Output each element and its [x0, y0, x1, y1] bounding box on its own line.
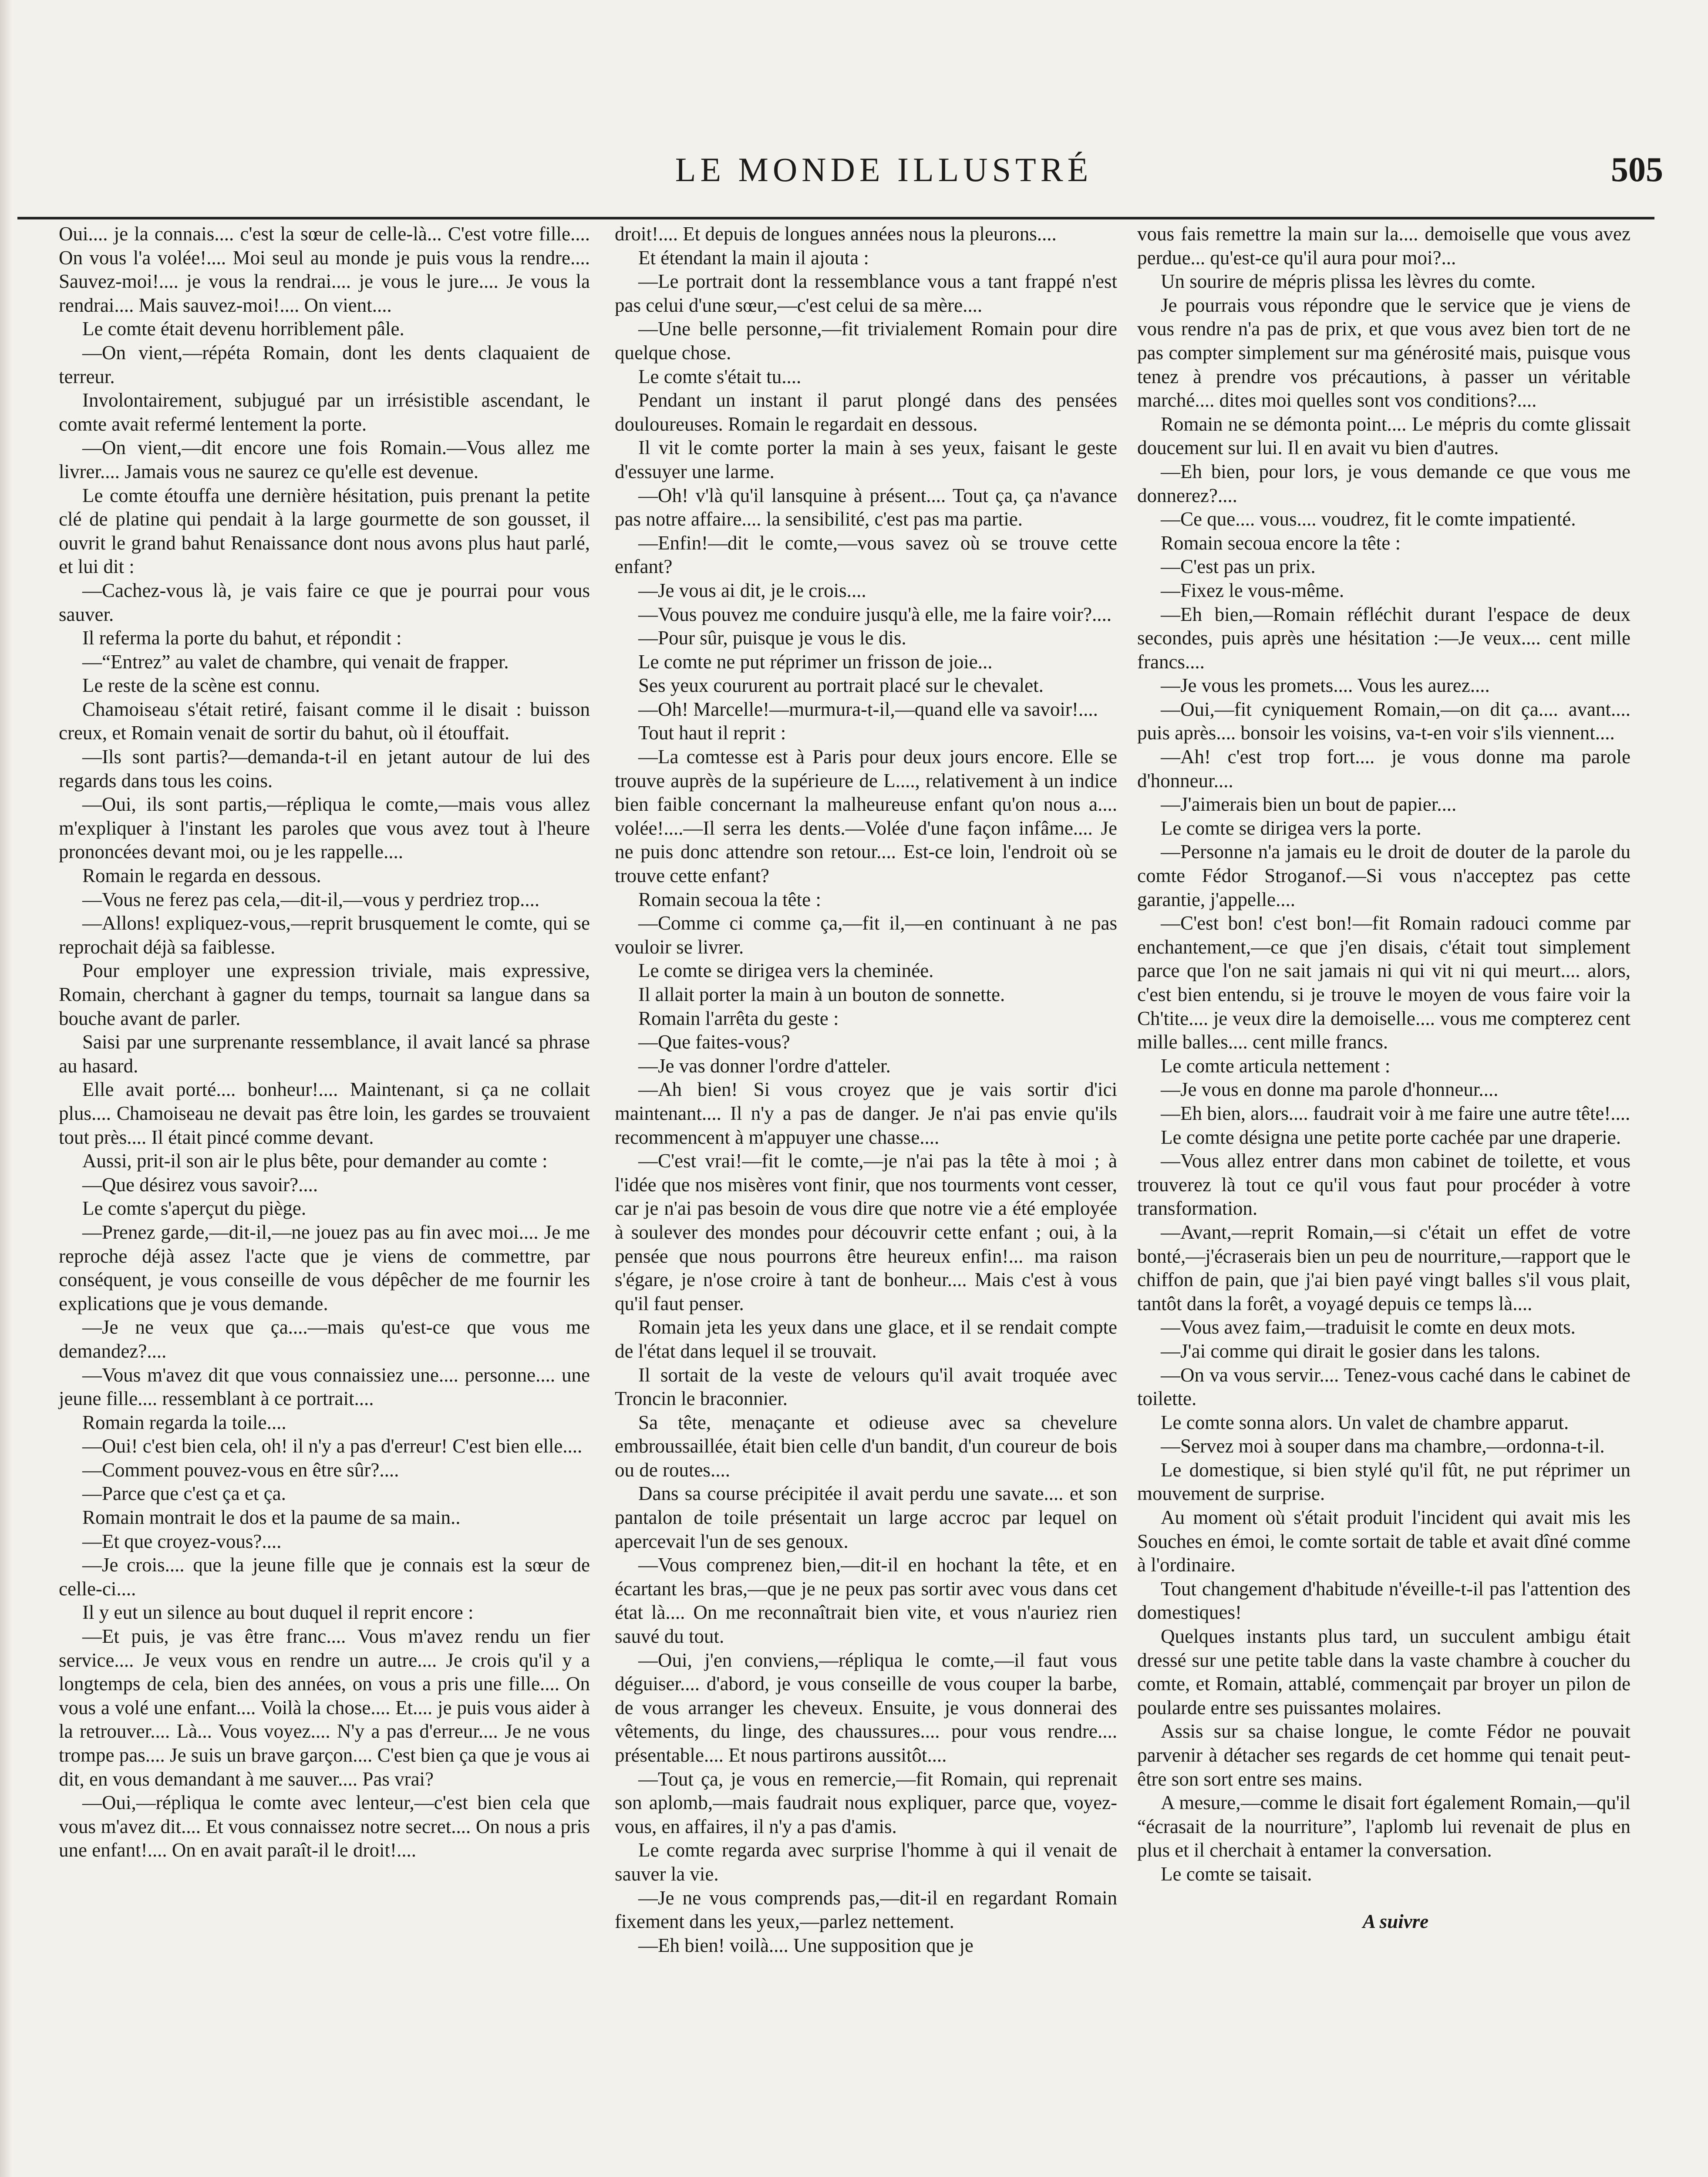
paragraph: Le comte étouffa une dernière hésitation, puis prenant la petite clé de platine qui pendait à la large gourmette de son gousset, il ouvrit le grand bahut Renaissance dont nous avons plus haut parlé, et lui dit :	[59, 484, 590, 578]
paragraph: —Eh bien, pour lors, je vous demande ce que vous me donnerez?....	[1137, 460, 1631, 506]
a-suivre-signoff: A suivre	[1362, 1910, 1429, 1932]
paragraph: —C'est vrai!—fit le comte,—je n'ai pas la tête à moi ; à l'idée que nos misères vont finir, que nos tourments vont cesser, car je n'ai pas besoin de vous dire que notre vie a été employée à soulever des mondes pour découvrir cette enfant ; oui, à la pensée que nous pourrons être heureux enfin!... ma raison s'égare, je n'ose croire à tant de bonheur.... Mais c'est à vous qu'il faut penser.	[615, 1150, 1117, 1314]
paragraph: Un sourire de mépris plissa les lèvres du comte.	[1161, 270, 1536, 293]
paragraph: Je pourrais vous répondre que le service que je viens de vous rendre n'a pas de prix, et que vous avez bien tort de ne pas compter simplement sur ma générosité mais, puisque vous tenez à prendre vos précautions, à passer un véritable marché.... dites moi quelles sont vos conditions?....	[1137, 294, 1631, 411]
paragraph: —On vient,—répéta Romain, dont les dents claquaient de terreur.	[59, 341, 590, 388]
paragraph: Quelques instants plus tard, un succulent ambigu était dressé sur une petite table dans la vaste chambre à coucher du comte, et Romain, attablé, commençait par broyer un pilon de poularde entre ses puissantes molaires.	[1137, 1625, 1631, 1719]
paragraph: Romain montrait le dos et la paume de sa main..	[82, 1506, 461, 1529]
page-header-title: LE MONDE ILLUSTRÉ	[675, 151, 1093, 189]
paragraph: Dans sa course précipitée il avait perdu une savate.... et son pantalon de toile présentait un large accroc par lequel on apercevait l'un de ses genoux.	[615, 1483, 1117, 1552]
paragraph: droit!.... Et depuis de longues années nous la pleurons....	[615, 223, 1057, 245]
paragraph: Le comte s'aperçut du piège.	[82, 1197, 307, 1220]
paragraph: Le comte sonna alors. Un valet de chambre apparut.	[1161, 1411, 1569, 1433]
paragraph: —J'aimerais bien un bout de papier....	[1161, 793, 1457, 816]
paragraph: Il vit le comte porter la main à ses yeux, faisant le geste d'essuyer une larme.	[615, 437, 1117, 482]
paragraph: Le comte se dirigea vers la porte.	[1161, 817, 1422, 839]
paragraph: —Fixez le vous-même.	[1161, 579, 1344, 601]
paragraph: —Ah bien! Si vous croyez que je vais sortir d'ici maintenant.... Il n'y a pas de danger. Je n'ai pas envie qu'ils recommencent à m'appuyer une chasse....	[615, 1078, 1117, 1148]
paragraph: Il sortait de la veste de velours qu'il avait troquée avec Troncin le braconnier.	[615, 1364, 1117, 1410]
paragraph: Oui.... je la connais.... c'est la sœur de celle-là... C'est votre fille.... On vous l'a volée!.... Moi seul au monde je puis vous la rendre.... Sauvez-moi!.... je vous la rendrai.... je vous le jure.... Je vous la rendrai.... Mais sauvez-moi!.... On vient....	[59, 223, 590, 316]
paragraph: —Pour sûr, puisque je vous le dis.	[638, 627, 906, 649]
paragraph: —Que désirez vous savoir?....	[82, 1173, 318, 1196]
paragraph: —Oh! v'là qu'il lansquine à présent.... Tout ça, ça n'avance pas notre affaire.... la sensibilité, c'est pas ma partie.	[615, 484, 1117, 530]
page-number: 505	[1611, 151, 1663, 189]
paragraph: —Oh! Marcelle!—murmura-t-il,—quand elle va savoir!....	[638, 698, 1098, 720]
paragraph: —Eh bien! voilà.... Une supposition que je	[638, 1934, 974, 1956]
paragraph: Le comte ne put réprimer un frisson de joie...	[638, 650, 993, 673]
paragraph: Romain secoua encore la tête :	[1161, 532, 1401, 554]
paragraph: Le comte articula nettement :	[1161, 1055, 1391, 1077]
paragraph: —Je vous en donne ma parole d'honneur....	[1161, 1078, 1499, 1101]
paragraph: —Parce que c'est ça et ça.	[82, 1483, 286, 1505]
paragraph: Elle avait porté.... bonheur!.... Maintenant, si ça ne collait plus.... Chamoiseau ne devait pas être loin, les gardes se trouvaient tout près.... Il était pincé comme devant.	[59, 1078, 590, 1148]
paragraph: Tout haut il reprit :	[638, 722, 786, 744]
paragraph: —Vous ne ferez pas cela,—dit-il,—vous y perdriez trop....	[82, 888, 540, 910]
paragraph: —Je vas donner l'ordre d'atteler.	[638, 1055, 891, 1077]
paragraph: —Eh bien, alors.... faudrait voir à me faire une autre tête!....	[1161, 1102, 1631, 1124]
paragraph: —Vous allez entrer dans mon cabinet de toilette, et vous trouverez là tout ce qu'il vous faut pour procéder à votre transformation.	[1137, 1150, 1631, 1220]
text-column-2	[615, 222, 1117, 1957]
paragraph: Pendant un instant il parut plongé dans des pensées douloureuses. Romain le regardait en dessous.	[615, 389, 1117, 435]
paragraph: —Comme ci comme ça,—fit il,—en continuant à ne pas vouloir se livrer.	[615, 912, 1117, 958]
paragraph: —Tout ça, je vous en remercie,—fit Romain, qui reprenait son aplomb,—mais faudrait nous expliquer, parce que, voyez-vous, en affaires, il n'y a pas d'amis.	[615, 1768, 1117, 1837]
paragraph: Romain l'arrêta du geste :	[638, 1007, 839, 1029]
paragraph: —C'est pas un prix.	[1161, 556, 1316, 578]
paragraph: Le comte était devenu horriblement pâle.	[82, 318, 404, 340]
paragraph: —Oui, ils sont partis,—répliqua le comte,—mais vous allez m'expliquer à l'instant les paroles que vous avez tout à l'heure prononcées devant moi, ou je les rappelle....	[59, 793, 590, 863]
paragraph: Il referma la porte du bahut, et répondit :	[82, 627, 402, 649]
paragraph: —Avant,—reprit Romain,—si c'était un effet de votre bonté,—j'écraserais bien un peu de nourriture,—rapport que le chiffon de pain, que j'ai bien payé vingt balles s'il vous plait, tantôt dans la forêt, a voyagé depuis ce temps là....	[1137, 1221, 1631, 1314]
paragraph: Assis sur sa chaise longue, le comte Fédor ne pouvait parvenir à détacher ses regards de cet homme qui tenait peut-être son sort entre ses mains.	[1137, 1720, 1631, 1790]
paragraph: Il allait porter la main à un bouton de sonnette.	[638, 984, 1005, 1005]
header-rule	[17, 217, 1654, 219]
paragraph: Au moment où s'était produit l'incident qui avait mis les Souches en émoi, le comte sortait de table et avait dîné comme à l'ordinaire.	[1137, 1506, 1631, 1576]
paragraph: —On vient,—dit encore une fois Romain.—Vous allez me livrer.... Jamais vous ne saurez ce qu'elle est devenue.	[59, 437, 590, 482]
paragraph: —Oui, j'en conviens,—répliqua le comte,—il faut vous déguiser.... d'abord, je vous conseille de vous couper la barbe, de vous arranger les cheveux. Ensuite, je vous donnerai des vêtements, du linge, des chaussures.... pour vous rendre.... présentable.... Et nous partirons aussitôt....	[615, 1649, 1117, 1766]
paragraph: Romain jeta les yeux dans une glace, et il se rendait compte de l'état dans lequel il se trouvait.	[615, 1316, 1117, 1362]
paragraph: —Je vous les promets.... Vous les aurez....	[1161, 674, 1490, 697]
text-column-1	[59, 222, 590, 1862]
paragraph: Tout changement d'habitude n'éveille-t-il pas l'attention des domestiques!	[1137, 1577, 1631, 1624]
paragraph: —Et que croyez-vous?....	[82, 1530, 282, 1552]
paragraph: Pour employer une expression triviale, mais expressive, Romain, cherchant à gagner du temps, tournait sa langue dans sa bouche avant de parler.	[59, 960, 590, 1029]
paragraph: —Je vous ai dit, je le crois....	[638, 579, 866, 601]
paragraph: Le comte désigna une petite porte cachée par une draperie.	[1161, 1126, 1621, 1148]
paragraph: —Cachez-vous là, je vais faire ce que je pourrai pour vous sauver.	[59, 579, 590, 625]
paragraph: Le comte regarda avec surprise l'homme à qui il venait de sauver la vie.	[615, 1839, 1117, 1885]
paragraph: —Vous avez faim,—traduisit le comte en deux mots.	[1161, 1316, 1576, 1338]
paragraph: —Servez moi à souper dans ma chambre,—ordonna-t-il.	[1161, 1435, 1605, 1457]
paragraph: —Oui,—répliqua le comte avec lenteur,—c'est bien cela que vous m'avez dit.... Et vous connaissez notre secret.... On nous a pris une enfant!.... On en avait paraît-il le droit!....	[59, 1792, 590, 1861]
paragraph: Romain le regarda en dessous.	[82, 865, 321, 887]
paragraph: Romain regarda la toile....	[82, 1411, 286, 1433]
paragraph: Il y eut un silence au bout duquel il reprit encore :	[82, 1601, 474, 1624]
paragraph: —Oui,—fit cyniquement Romain,—on dit ça.... avant.... puis après.... bonsoir les voisins, va-t-en voir s'ils viennent....	[1137, 698, 1631, 744]
paragraph: —Je ne veux que ça....—mais qu'est-ce que vous me demandez?....	[59, 1316, 590, 1362]
paragraph: —Ils sont partis?—demanda-t-il en jetant autour de lui des regards dans tous les coins.	[59, 746, 590, 792]
paragraph: Aussi, prit-il son air le plus bête, pour demander au comte :	[82, 1150, 548, 1172]
paragraph: —Le portrait dont la ressemblance vous a tant frappé n'est pas celui d'une sœur,—c'est celui de sa mère....	[615, 270, 1117, 316]
paragraph: —Enfin!—dit le comte,—vous savez où se trouve cette enfant?	[615, 532, 1117, 578]
paragraph: —Je ne vous comprends pas,—dit-il en regardant Romain fixement dans les yeux,—parlez nettement.	[615, 1887, 1117, 1933]
paragraph: —J'ai comme qui dirait le gosier dans les talons.	[1161, 1340, 1540, 1362]
paragraph: Le domestique, si bien stylé qu'il fût, ne put réprimer un mouvement de surprise.	[1137, 1459, 1631, 1505]
paragraph: —La comtesse est à Paris pour deux jours encore. Elle se trouve auprès de la supérieure de L...., relativement à un indice bien faible concernant la malheureuse enfant qu'on nous a.... volée!....—Il serra les dents.—Volée d'une façon infâme.... Je ne puis donc attendre son retour.... Est-ce loin, l'endroit où se trouve cette enfant?	[615, 746, 1117, 887]
paragraph: Involontairement, subjugué par un irrésistible ascendant, le comte avait refermé lentement la porte.	[59, 389, 590, 435]
paragraph: —Vous comprenez bien,—dit-il en hochant la tête, et en écartant les bras,—que je ne peux pas sortir avec vous dans cet état là.... On me reconnaîtrait bien vite, et vous n'auriez rien sauvé du tout.	[615, 1554, 1117, 1648]
paragraph: —Vous m'avez dit que vous connaissiez une.... personne.... une jeune fille.... ressemblant à ce portrait....	[59, 1364, 590, 1410]
paragraph: —On va vous servir.... Tenez-vous caché dans le cabinet de toilette.	[1137, 1364, 1631, 1410]
paragraph: Le comte se taisait.	[1161, 1863, 1312, 1885]
paragraph: Et étendant la main il ajouta :	[638, 246, 869, 269]
paragraph: Saisi par une surprenante ressemblance, il avait lancé sa phrase au hasard.	[59, 1031, 590, 1077]
paragraph: Romain ne se démonta point.... Le mépris du comte glissait doucement sur lui. Il en avait vu bien d'autres.	[1137, 413, 1631, 459]
paragraph: —Une belle personne,—fit trivialement Romain pour dire quelque chose.	[615, 318, 1117, 364]
paragraph: —C'est bon! c'est bon!—fit Romain radouci comme par enchantement,—ce que j'en disais, c'était tout simplement parce que l'on ne sait jamais ni qui vit ni qui meurt.... alors, c'est bien entendu, si je trouve le moyen de vous faire voir la Ch'tite.... je veux dire la demoiselle.... vous me compterez cent mille balles.... cent mille francs.	[1137, 912, 1631, 1053]
paragraph: —Personne n'a jamais eu le droit de douter de la parole du comte Fédor Stroganof.—Si vous n'acceptez pas cette garantie, j'appelle....	[1137, 841, 1631, 910]
page-binding-edge	[0, 0, 12, 2177]
paragraph: —Eh bien,—Romain réfléchit durant l'espace de deux secondes, puis après une hésitation :—Je veux.... cent mille francs....	[1137, 603, 1631, 673]
paragraph: —Que faites-vous?	[638, 1031, 790, 1053]
paragraph: —“Entrez” au valet de chambre, qui venait de frapper.	[82, 650, 509, 673]
paragraph: Le comte s'était tu....	[638, 365, 802, 388]
paragraph: —Prenez garde,—dit-il,—ne jouez pas au fin avec moi.... Je me reproche déjà assez l'acte que je viens de commettre, par conséquent, je vous conseille de vous dépêcher de me fournir les explications que je vous demande.	[59, 1221, 590, 1314]
paragraph: —Allons! expliquez-vous,—reprit brusquement le comte, qui se reprochait déjà sa faiblesse.	[59, 912, 590, 958]
paragraph: —Comment pouvez-vous en être sûr?....	[82, 1459, 399, 1481]
paragraph: Chamoiseau s'était retiré, faisant comme il le disait : buisson creux, et Romain venait de sortir du bahut, où il étouffait.	[59, 698, 590, 744]
paragraph: A mesure,—comme le disait fort également Romain,—qu'il “écrasait de la nourriture”, l'aplomb lui revenait de plus en plus et il cherchait à entamer la conversation.	[1137, 1792, 1631, 1861]
paragraph: —Ce que.... vous.... voudrez, fit le comte impatienté.	[1161, 508, 1576, 530]
paragraph: Romain secoua la tête :	[638, 888, 821, 910]
text-column-3	[1137, 222, 1631, 1933]
paragraph: —Vous pouvez me conduire jusqu'à elle, me la faire voir?....	[638, 603, 1112, 625]
paragraph: vous fais remettre la main sur la.... demoiselle que vous avez perdue... qu'est-ce qu'il aura pour moi?...	[1137, 223, 1631, 269]
paragraph: Le reste de la scène est connu.	[82, 674, 320, 697]
paragraph: —Et puis, je vas être franc.... Vous m'avez rendu un fier service.... Je veux vous en rendre un autre.... Je crois qu'il y a longtemps de cela, bien des années, on vous a pris une fille.... On vous a volé une enfant.... Voilà la chose.... Et.... je puis vous aider à la retrouver.... Là... Vous voyez.... N'y a pas d'erreur.... Je ne vous trompe pas.... Je suis un brave garçon.... C'est bien ça que je vous ai dit, en vous demandant à me sauver.... Pas vrai?	[59, 1625, 590, 1790]
paragraph: —Je crois.... que la jeune fille que je connais est la sœur de celle-ci....	[59, 1554, 590, 1600]
paragraph: Sa tête, menaçante et odieuse avec sa chevelure embroussaillée, était bien celle d'un bandit, d'un coureur de bois ou de routes....	[615, 1411, 1117, 1481]
paragraph: Le comte se dirigea vers la cheminée.	[638, 960, 934, 982]
paragraph: —Ah! c'est trop fort.... je vous donne ma parole d'honneur....	[1137, 746, 1631, 792]
paragraph: —Oui! c'est bien cela, oh! il n'y a pas d'erreur! C'est bien elle....	[82, 1435, 583, 1457]
paragraph: Ses yeux coururent au portrait placé sur le chevalet.	[638, 674, 1044, 697]
